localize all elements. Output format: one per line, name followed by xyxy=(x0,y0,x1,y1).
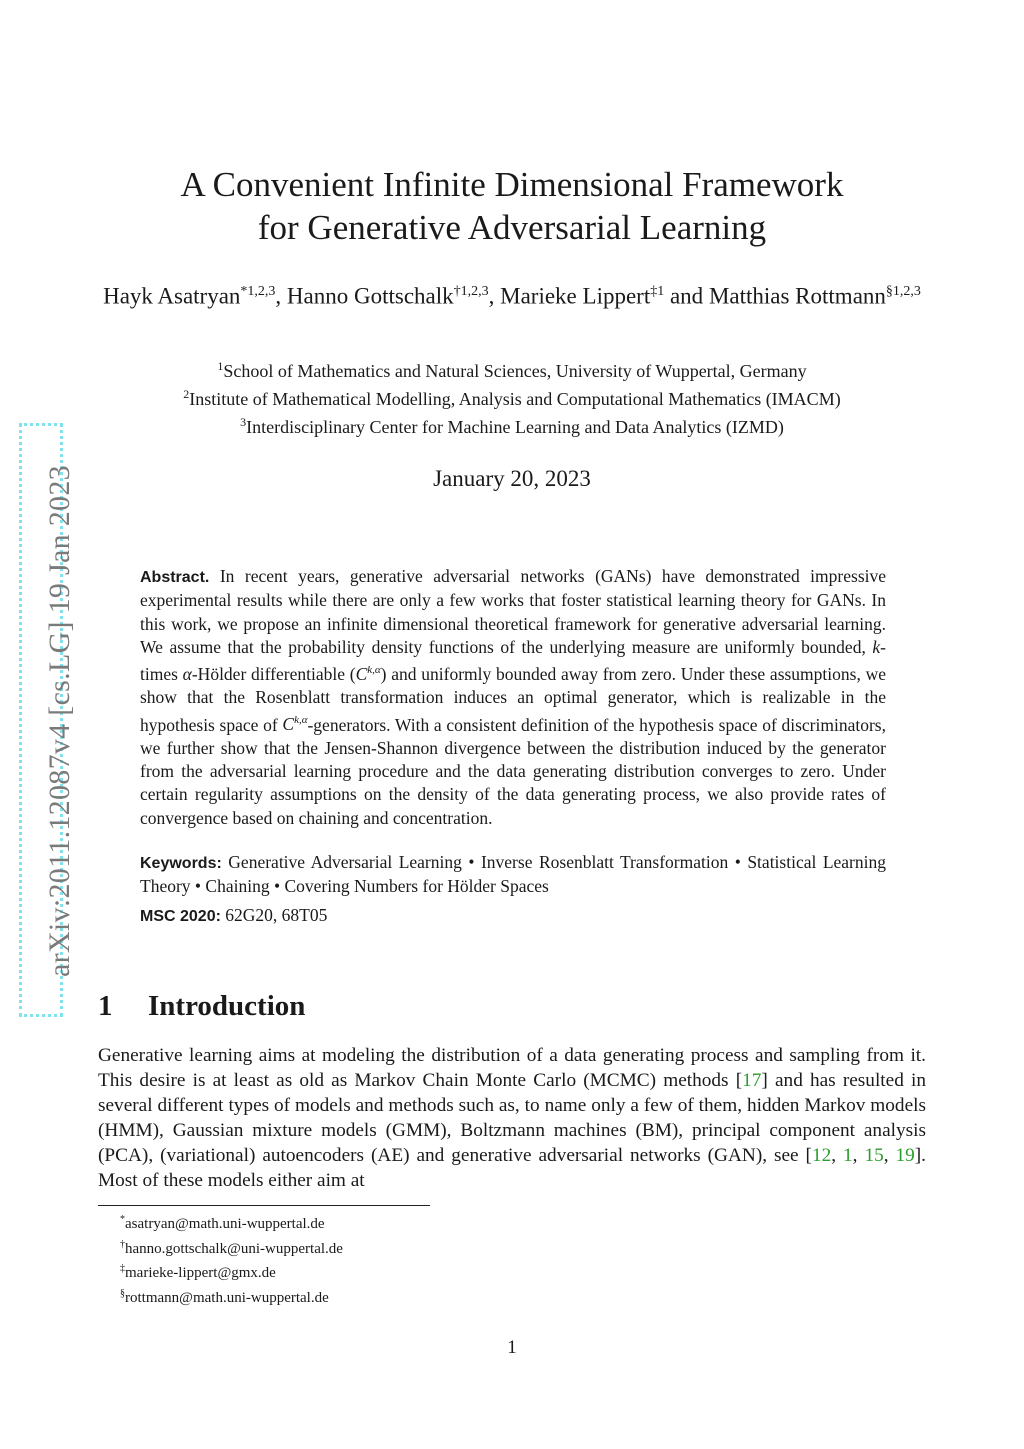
footnote-mark: § xyxy=(120,1287,125,1299)
author-mark: †1,2,3 xyxy=(453,284,489,299)
intro-text: Generative learning aims at modeling the distribution of a data generating process and sampling from it. This desire is at least as old as Markov Chain Monte Carlo (MCMC) methods [ xyxy=(98,1045,926,1091)
math-holder-space: $C^{k,\alpha}$ xyxy=(282,714,308,735)
abstract-text: -generators. With a consistent definition of the hypothesis space of discriminators, we further show that the Jensen-Shannon divergence between the distribution induced by the generator from the adversarial learning procedure and the data generating distribution converges to zero. Under certain regularity assumptions on the density of the data generating process, we also provide rates of convergence based on chaining and concentration. xyxy=(140,714,886,828)
author-mark: *1,2,3 xyxy=(240,284,276,299)
msc-label: MSC 2020: xyxy=(140,908,221,925)
affiliation-num: 3 xyxy=(240,415,247,429)
abstract-text: ) and uniformly bounded away from zero. Under these assumptions, we show that the Rosenblatt transformation induces an optimal generator, which is realizable in the hypothesis space of xyxy=(140,664,886,735)
footnote xyxy=(120,1210,343,1235)
citation-link[interactable]: 19 xyxy=(895,1145,915,1166)
title-line-2: for Generative Adversarial Learning xyxy=(257,208,767,247)
footnote xyxy=(120,1235,343,1260)
section-title: Introduction xyxy=(148,990,306,1022)
author-name: Hayk Asatryan xyxy=(103,283,241,309)
msc-classification xyxy=(140,905,886,926)
page-number: 1 xyxy=(507,1337,517,1358)
affiliation-text: School of Mathematics and Natural Sciences, University of Wuppertal, Germany xyxy=(223,361,807,381)
footnote xyxy=(120,1284,343,1309)
abstract-text: -times xyxy=(140,636,886,685)
affiliation-num: 1 xyxy=(217,359,224,373)
citation-link[interactable]: 1 xyxy=(843,1145,853,1166)
math-holder-space: $C^{k,\alpha}$ xyxy=(355,664,381,685)
citation-link[interactable]: 15 xyxy=(864,1145,884,1166)
section-number: 1 xyxy=(98,990,113,1022)
title-line-1: A Convenient Infinite Dimensional Framework xyxy=(180,165,844,204)
intro-text: ] and has resulted in several different types of models and methods such as, to name only a few of them, hidden Markov models (HMM), Gaussian mixture models (GMM), Boltzmann machines (BM), principal component analysis (PCA), (variational) autoencoders (AE) and generative adversarial networks (GAN), see [ xyxy=(98,1070,927,1166)
math-alpha: α xyxy=(182,664,192,685)
author-name: Hanno Gottschalk xyxy=(286,283,454,309)
affiliation-num: 2 xyxy=(183,387,190,401)
author-list: Hayk Asatryan$^{*1,2,3}$, Hanno Gottschalk$^{\dagger 1,2,3}$, Marieke Lippert$^{\ddagger 1}$ and Matthias Rottmann$^{\S 1,2,3}$ xyxy=(103,283,921,309)
arxiv-stamp: arXiv:2011.12087v4 [cs.LG] 19 Jan 2023 xyxy=(43,465,76,977)
footnote-mark: * xyxy=(120,1214,125,1225)
affiliation xyxy=(100,411,924,439)
affiliation-list xyxy=(100,355,924,439)
keywords-label: Keywords: xyxy=(140,855,222,872)
affiliation xyxy=(100,383,924,411)
math-k: k xyxy=(872,636,881,657)
footnotes xyxy=(120,1210,343,1308)
affiliation-text: Interdisciplinary Center for Machine Learning and Data Analytics (IZMD) xyxy=(246,417,784,437)
publication-date: January 20, 2023 xyxy=(433,466,591,491)
abstract-text: In recent years, generative adversarial networks (GANs) have demonstrated impressive experimental results while there are only a few works that foster statistical learning theory for GANs. In this work, we propose an infinite dimensional theoretical framework for generative adversarial learning. We assume that the probability density functions of the underlying measure are uniformly bounded, xyxy=(140,566,887,657)
author-mark: §1,2,3 xyxy=(885,284,921,299)
intro-text: ]. Most of these models either aim at xyxy=(98,1145,927,1191)
abstract-text: -Hölder differentiable ( xyxy=(191,664,356,685)
footnote-rule xyxy=(98,1205,430,1206)
msc-text: 62G20, 68T05 xyxy=(225,905,328,925)
citation-link[interactable]: 12 xyxy=(811,1145,832,1166)
keywords-text: Generative Adversarial Learning • Inverse Rosenblatt Transformation • Statistical Learning Theory • Chaining • Covering Numbers for Hölder Spaces xyxy=(140,852,886,897)
author-mark: ‡1 xyxy=(650,284,665,299)
footnote xyxy=(120,1259,343,1284)
section-heading xyxy=(98,990,305,1023)
footnote-email: marieke-lippert@gmx.de xyxy=(125,1265,276,1281)
footnote-email: hanno.gottschalk@uni-wuppertal.de xyxy=(125,1240,343,1257)
intro-paragraph: Generative learning aims at modeling the distribution of a data generating process and sampling from it. This desire is at least as old as Markov Chain Monte Carlo (MCMC) methods [17] and has resulted in several different types of models and methods such as, to name only a few of them, hidden Markov models (HMM), Gaussian mixture models (GMM), Boltzmann machines (BM), principal component analysis (PCA), (variational) autoencoders (AE) and generative adversarial networks (GAN), see [12, 1, 15, 19]. Most of these models either aim at xyxy=(98,1045,927,1191)
paper-title xyxy=(100,163,924,249)
footnote-email: asatryan@math.uni-wuppertal.de xyxy=(125,1216,325,1232)
author-name: Marieke Lippert xyxy=(500,283,651,309)
abstract xyxy=(140,565,886,830)
author-name: Matthias Rottmann xyxy=(708,283,886,309)
abstract-label: Abstract. xyxy=(140,569,210,586)
affiliation-text: Institute of Mathematical Modelling, Analysis and Computational Mathematics (IMACM) xyxy=(189,389,841,409)
citation-link[interactable]: 17 xyxy=(742,1070,762,1091)
footnote-mark: ‡ xyxy=(120,1263,125,1274)
keywords xyxy=(140,851,886,899)
affiliation xyxy=(100,355,924,383)
footnote-email: rottmann@math.uni-wuppertal.de xyxy=(125,1289,329,1306)
footnote-mark: † xyxy=(120,1238,125,1250)
